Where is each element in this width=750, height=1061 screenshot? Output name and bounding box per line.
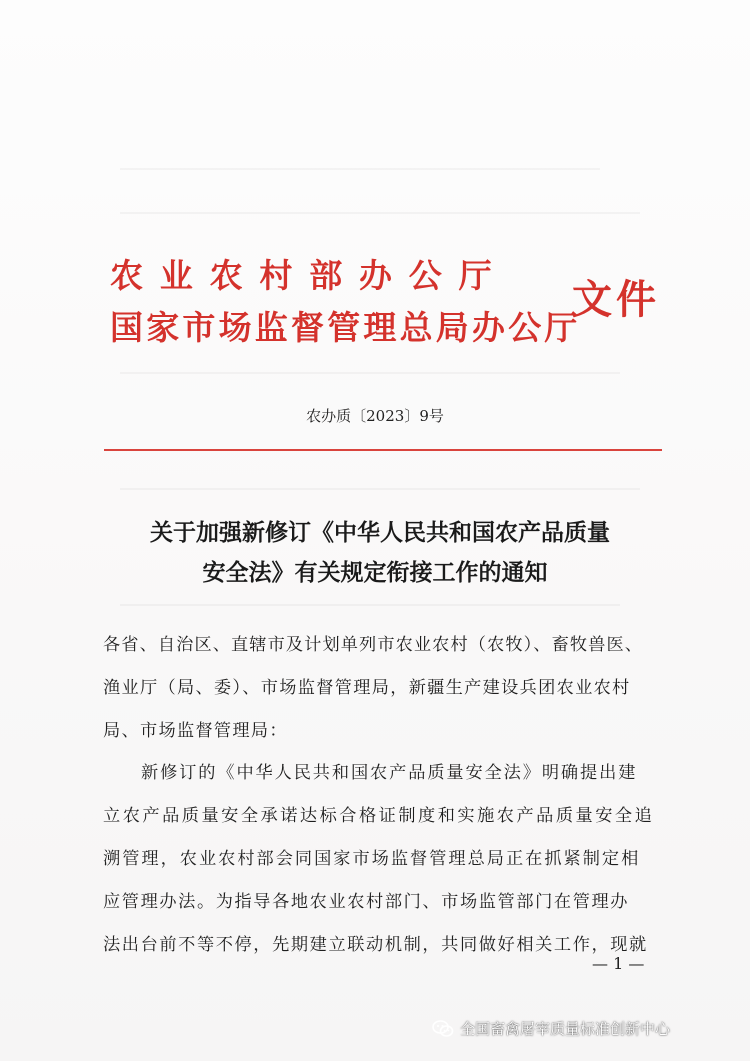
watermark-text: 全国畜禽屠宰质量标准创新中心 (460, 1020, 671, 1038)
scan-artifact (120, 604, 620, 606)
scan-artifact (120, 372, 620, 374)
body-line: 法出台前不等不停，先期建立联动机制，共同做好相关工作，现就 (103, 935, 648, 955)
body-line: 局、市场监督管理局： (103, 721, 288, 741)
document-number: 农办质〔2023〕9号 (306, 407, 444, 425)
body-line: 应管理办法。为指导各地农业农村部门、市场监管部门在管理办 (103, 892, 630, 912)
scan-artifact (120, 168, 600, 170)
issuer-line-2: 国家市场监督管理总局办公厅 (110, 308, 581, 347)
wechat-icon (432, 1020, 454, 1038)
red-separator-rule (104, 449, 662, 451)
scan-artifact (120, 488, 640, 490)
title-line-1: 关于加强新修订《中华人民共和国农产品质量 (150, 520, 610, 546)
page-number: — 1 — (592, 954, 645, 973)
body-line: 各省、自治区、直辖市及计划单列市农业农村（农牧）、畜牧兽医、 (103, 635, 644, 655)
body-line: 新修订的《中华人民共和国农产品质量安全法》明确提出建 (141, 763, 638, 783)
scan-artifact (120, 212, 640, 214)
title-line-2: 安全法》有关规定衔接工作的通知 (202, 560, 548, 586)
body-line: 溯管理，农业农村部会同国家市场监督管理总局正在抓紧制定相 (103, 849, 641, 869)
issuer-line-1: 农业农村部办公厅 (110, 256, 509, 295)
document-type: 文件 (572, 277, 660, 323)
body-line: 渔业厅（局、委）、市场监督管理局，新疆生产建设兵团农业农村 (103, 678, 631, 698)
body-line: 立农产品质量安全承诺达标合格证制度和实施农产品质量安全追 (103, 806, 655, 826)
wechat-watermark (432, 1018, 670, 1039)
